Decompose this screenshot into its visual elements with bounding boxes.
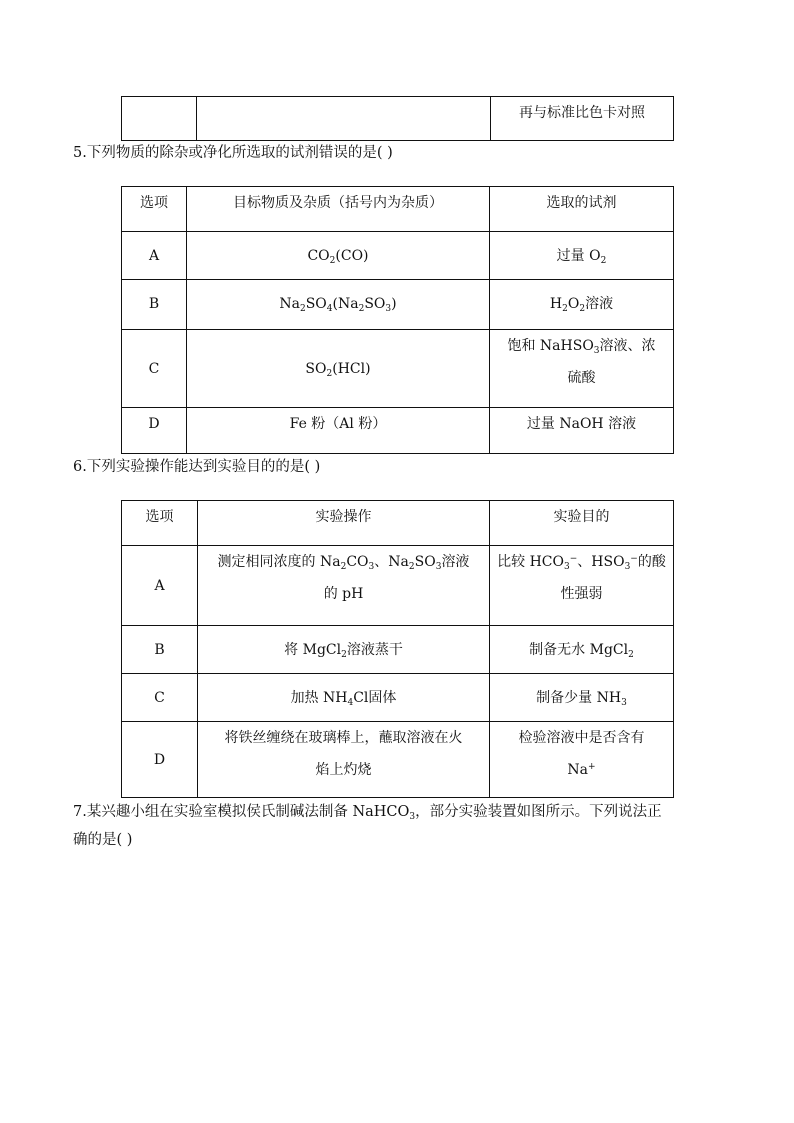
formula: MgCl$_2$ xyxy=(302,642,347,660)
operation-cell: 将 MgCl$_2$溶液蒸干 xyxy=(198,626,490,674)
option-label: D xyxy=(122,722,198,798)
reagent-cell: 饱和 NaHSO$_3$溶液、浓 硫酸 xyxy=(490,330,674,408)
formula: MgCl$_2$ xyxy=(589,642,634,660)
goal-cell: 比较 $HCO_3^-$、$HSO_3^-$的酸 性强弱 xyxy=(490,546,674,626)
option-label: C xyxy=(122,674,198,722)
formula: NaHSO$_3$ xyxy=(539,338,600,356)
goal-cell: 制备少量 $NH_3$ xyxy=(490,674,674,722)
goal-cell: 检验溶液中是否含有 Na+ xyxy=(490,722,674,798)
option-label: A xyxy=(122,232,187,280)
target-cell xyxy=(187,232,490,280)
top-table-cell-right: 再与标准比色卡对照 xyxy=(491,97,674,141)
reagent-cell: 过量 NaOH 溶液 xyxy=(490,408,674,454)
top-table-fragment xyxy=(121,96,674,141)
formula: $O_2$ xyxy=(589,248,607,266)
formula: Na+ xyxy=(567,762,596,778)
header-option: 选项 xyxy=(122,187,187,232)
formula: $HCO_3^-$、$HSO_3^-$ xyxy=(529,554,638,572)
header-target: 目标物质及杂质（括号内为杂质） xyxy=(187,187,490,232)
question-5-table xyxy=(121,186,674,454)
table-header-row xyxy=(122,501,674,546)
header-operation: 实验操作 xyxy=(198,501,490,546)
formula: $NH_3$ xyxy=(596,690,627,708)
table-row xyxy=(122,330,674,408)
table-row xyxy=(122,722,674,798)
question-5-stem: 5.下列物质的除杂或净化所选取的试剂错误的是( ) xyxy=(73,145,393,161)
header-option: 选项 xyxy=(122,501,198,546)
table-header-row xyxy=(122,187,674,232)
target-cell xyxy=(187,330,490,408)
table-row xyxy=(122,674,674,722)
table-row xyxy=(122,408,674,454)
formula: $SO_2(HCl)$ xyxy=(305,360,371,379)
question-6-table xyxy=(121,500,674,798)
question-7-stem: 7.某兴趣小组在实验室模拟侯氏制碱法制备 NaHCO$_3$，部分实验装置如图所示。下列说法正 确的是( ) xyxy=(73,804,662,848)
target-cell xyxy=(187,280,490,330)
formula: $Na_2SO_4(Na_2SO_3)$ xyxy=(279,296,397,314)
operation-cell: 加热 $NH_4Cl$固体 xyxy=(198,674,490,722)
formula: $H_2O_2$ xyxy=(549,296,586,314)
top-table-cell-empty-2 xyxy=(197,97,491,141)
operation-cell: 将铁丝缠绕在玻璃棒上，蘸取溶液在火 焰上灼烧 xyxy=(198,722,490,798)
table-row xyxy=(122,280,674,330)
option-label: A xyxy=(122,546,198,626)
formula: $NH_4Cl$ xyxy=(323,690,369,708)
top-table-cell-empty-1 xyxy=(122,97,197,141)
option-label: C xyxy=(122,330,187,408)
question-6-stem: 6.下列实验操作能达到实验目的的是( ) xyxy=(73,459,321,475)
header-reagent: 选取的试剂 xyxy=(490,187,674,232)
reagent-cell: 过量 $O_2$ xyxy=(490,232,674,280)
operation-cell: 测定相同浓度的 $Na_2CO_3$、$Na_2SO_3$溶液 的 pH xyxy=(198,546,490,626)
reagent-cell: $H_2O_2$溶液 xyxy=(490,280,674,330)
formula: $Na_2CO_3$、$Na_2SO_3$ xyxy=(320,554,442,572)
formula: $CO_2(CO)$ xyxy=(307,248,369,266)
option-label: B xyxy=(122,280,187,330)
formula: NaHCO$_3$ xyxy=(352,804,416,822)
option-label: B xyxy=(122,626,198,674)
table-row xyxy=(122,232,674,280)
goal-cell: 制备无水 MgCl$_2$ xyxy=(490,626,674,674)
target-cell: Fe 粉（Al 粉） xyxy=(187,408,490,454)
table-row xyxy=(122,626,674,674)
header-goal: 实验目的 xyxy=(490,501,674,546)
table-row xyxy=(122,546,674,626)
option-label: D xyxy=(122,408,187,454)
